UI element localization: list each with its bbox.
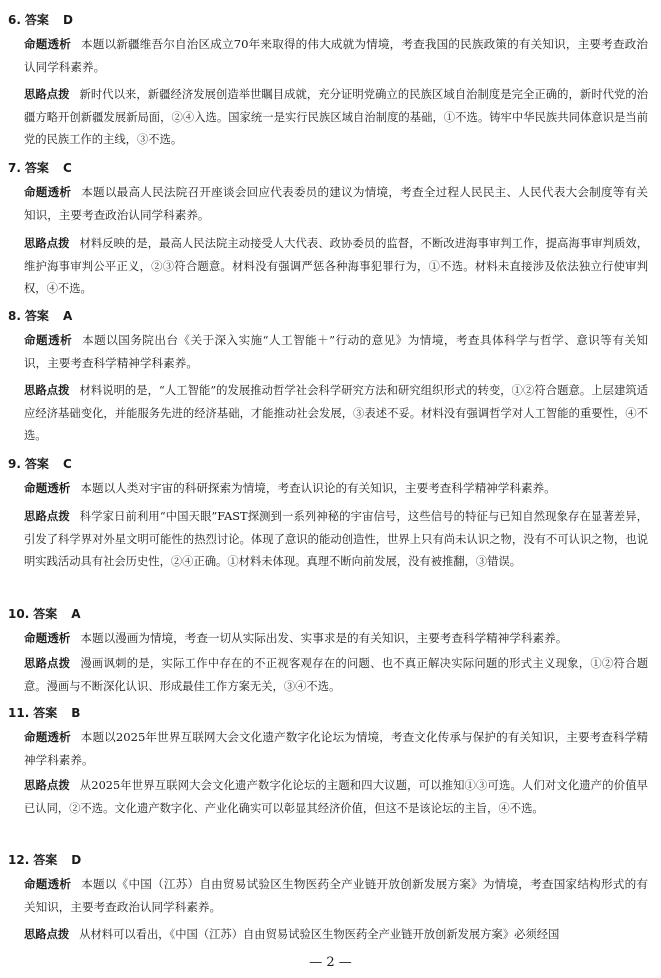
question-8-header	[8, 308, 72, 324]
question-11-hint	[24, 775, 648, 820]
hint-label: 思路点拨	[24, 779, 70, 792]
answer-letter: B	[71, 706, 81, 720]
question-number: 10.	[8, 607, 30, 621]
question-7-header	[8, 160, 72, 176]
question-number: 9.	[8, 457, 21, 471]
question-7-hint	[24, 233, 648, 301]
answer-label: 答案	[24, 309, 49, 323]
question-8-hint	[24, 380, 648, 448]
hint-text: 科学家日前利用“中国天眼”FAST探测到一系列神秘的宇宙信号，这些信号的特征与已知自然现象存在显著差异，引发了科学界对外星文明可能性的热烈讨论。体现了意识的能动创造性，世界上只有尚未认识之物，没有不可认识之物，也说明实践活动具有社会历史性，②④正确。①材料未体现。真理不断向前发展，没有被推翻，③错误。	[24, 510, 648, 568]
analysis-label: 命题透析	[24, 481, 71, 495]
page-number: — 2 —	[309, 955, 352, 970]
hint-label: 思路点拨	[24, 928, 70, 941]
analysis-text: 本题以《中国（江苏）自由贸易试验区生物医药全产业链开放创新发展方案》为情境，考查国家结构形式的有关知识，主要考查政治认同学科素养。	[24, 877, 648, 914]
answer-label: 答案	[33, 853, 58, 867]
answer-label: 答案	[24, 457, 49, 471]
analysis-label: 命题透析	[24, 730, 71, 744]
question-9-analysis	[24, 477, 648, 500]
question-number: 8.	[8, 309, 21, 323]
question-6-analysis	[24, 33, 648, 78]
analysis-text: 本题以2025年世界互联网大会文化遗产数字化论坛为情境，考查文化传承与保护的有关知识，主要考查科学精神学科素养。	[24, 730, 648, 767]
hint-label: 思路点拨	[24, 237, 70, 250]
answer-label: 答案	[24, 161, 49, 175]
answer-letter: A	[62, 309, 73, 323]
question-12-analysis	[24, 873, 648, 918]
hint-text: 从材料可以看出，《中国（江苏）自由贸易试验区生物医药全产业链开放创新发展方案》必须经国	[79, 928, 560, 941]
question-number: 11.	[8, 706, 30, 720]
analysis-label: 命题透析	[24, 631, 71, 645]
analysis-label: 命题透析	[24, 37, 71, 51]
hint-text: 材料说明的是，“人工智能”的发展推动哲学社会科学研究方法和研究组织形式的转变，①②符合题意。上层建筑适应经济基础变化，并能服务先进的经济基础，才能推动社会发展，③表述不妥。材料没有强调哲学对人工智能的重要性，④不选。	[24, 384, 648, 442]
hint-text: 新时代以来，新疆经济发展创造举世瞩目成就，充分证明党确立的民族区域自治制度是完全正确的，新时代党的治疆方略开创新疆发展新局面，②④入选。国家统一是实行民族区域自治制度的基础，①不选。铸牢中华民族共同体意识是当前党的民族工作的主线，③不选。	[24, 88, 648, 146]
answer-letter: D	[62, 13, 73, 27]
analysis-label: 命题透析	[24, 333, 73, 347]
hint-text: 漫画讽刺的是，实际工作中存在的不正视客观存在的问题、也不真正解决实际问题的形式主义现象，①②符合题意。漫画与不断深化认识、形成最佳工作方案无关，③④不选。	[24, 657, 648, 693]
question-7-analysis	[24, 181, 648, 226]
question-9-hint	[24, 506, 648, 574]
question-9-header	[8, 456, 72, 472]
answer-letter: C	[62, 161, 72, 175]
hint-text: 从2025年世界互联网大会文化遗产数字化论坛的主题和四大议题，可以推知①③可选。人们对文化遗产的价值早已认同，②不选。文化遗产数字化、产业化确实可以彰显其经济价值，但这不是该论坛的主旨，④不选。	[24, 779, 648, 815]
hint-label: 思路点拨	[24, 510, 70, 523]
analysis-text: 本题以最高人民法院召开座谈会回应代表委员的建议为情境，考查全过程人民民主、人民代表大会制度等有关知识，主要考查政治认同学科素养。	[24, 185, 648, 222]
question-6-hint	[24, 84, 648, 152]
question-12-header	[8, 852, 81, 868]
question-11-analysis	[24, 726, 648, 771]
question-number: 12.	[8, 853, 30, 867]
question-10-analysis	[24, 627, 648, 650]
question-10-hint	[24, 653, 648, 698]
analysis-text: 本题以新疆维吾尔自治区成立70年来取得的伟大成就为情境，考查我国的民族政策的有关知识，主要考查政治认同学科素养。	[24, 37, 648, 74]
answer-letter: C	[62, 457, 72, 471]
hint-label: 思路点拨	[24, 88, 70, 101]
question-8-analysis	[24, 329, 648, 374]
analysis-text: 本题以人类对宇宙的科研探索为情境，考查认识论的有关知识，主要考查科学精神学科素养。	[80, 481, 556, 495]
hint-label: 思路点拨	[24, 657, 71, 670]
analysis-text: 本题以漫画为情境，考查一切从实际出发、实事求是的有关知识，主要考查科学精神学科素养。	[80, 631, 568, 645]
question-number: 6.	[8, 13, 21, 27]
hint-label: 思路点拨	[24, 384, 70, 397]
analysis-label: 命题透析	[24, 877, 72, 891]
answer-letter: D	[71, 853, 82, 867]
question-12-hint	[24, 924, 648, 947]
analysis-text: 本题以国务院出台《关于深入实施“人工智能＋”行动的意见》为情境，考查具体科学与哲学、意识等有关知识，主要考查科学精神学科素养。	[24, 333, 648, 370]
question-11-header	[8, 705, 80, 721]
question-6-header	[8, 12, 73, 28]
answer-label: 答案	[33, 706, 58, 720]
question-number: 7.	[8, 161, 21, 175]
answer-label: 答案	[24, 13, 49, 27]
answer-letter: A	[71, 607, 81, 621]
answer-label: 答案	[33, 607, 58, 621]
analysis-label: 命题透析	[24, 185, 72, 199]
question-10-header	[8, 606, 81, 622]
hint-text: 材料反映的是，最高人民法院主动接受人大代表、政协委员的监督，不断改进海事审判工作，提高海事审判质效，维护海事审判公平正义，②③符合题意。材料没有强调严惩各种海事犯罪行为，①不选。材料未直接涉及依法独立行使审判权，④不选。	[24, 237, 648, 295]
